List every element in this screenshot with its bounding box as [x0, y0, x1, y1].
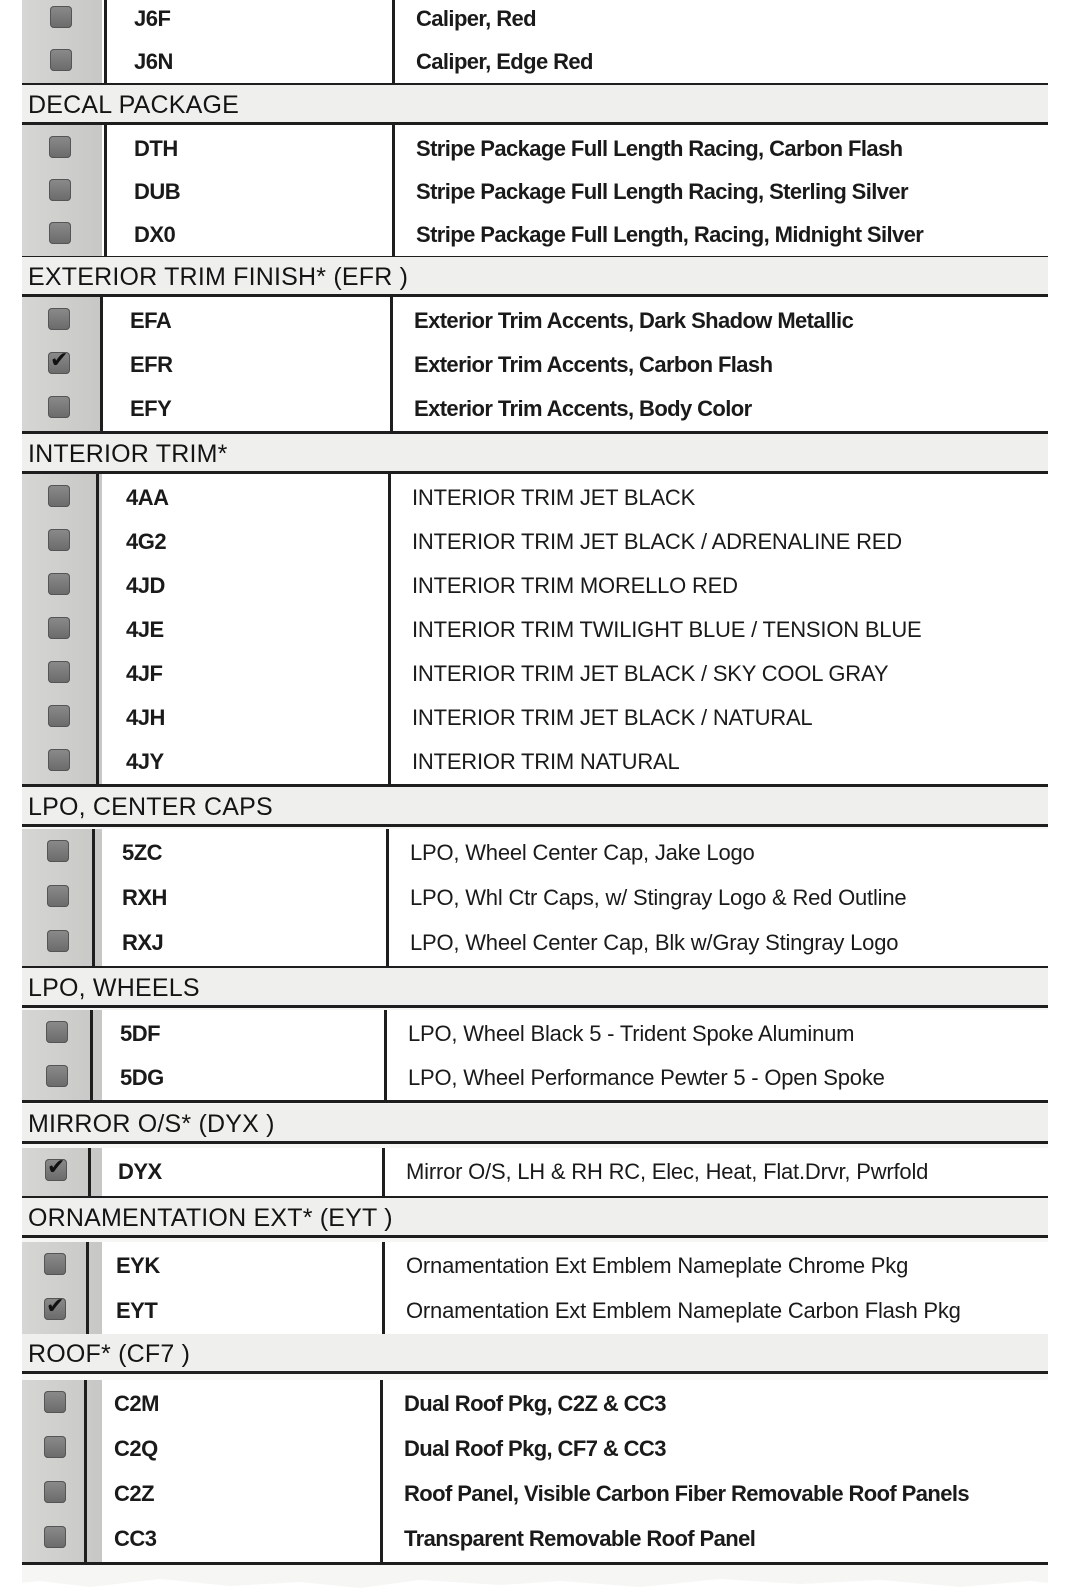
option-checkbox[interactable] — [44, 1253, 66, 1275]
option-checkbox[interactable] — [44, 1526, 66, 1548]
option-description: Roof Panel, Visible Carbon Fiber Removable Roof Panels — [404, 1481, 969, 1506]
option-description: Stripe Package Full Length Racing, Carbon Flash — [416, 136, 903, 161]
option-checkbox[interactable] — [46, 1021, 68, 1043]
option-code: 4JF — [126, 661, 163, 686]
option-checkbox[interactable] — [48, 308, 70, 330]
option-code: 5DG — [120, 1065, 164, 1090]
option-row-j6n — [22, 40, 1048, 84]
option-checkbox[interactable] — [48, 573, 70, 595]
option-row-c2q — [22, 1427, 1048, 1471]
option-code: RXJ — [122, 930, 164, 955]
option-checkbox[interactable] — [48, 352, 70, 374]
option-row-eyk — [22, 1244, 1048, 1288]
option-code: EFY — [130, 396, 172, 421]
option-row-rxj — [22, 921, 1048, 965]
option-checkbox[interactable] — [46, 1065, 68, 1087]
option-description: Exterior Trim Accents, Dark Shadow Metallic — [414, 308, 854, 333]
option-description: LPO, Wheel Black 5 - Trident Spoke Aluminum — [408, 1021, 855, 1046]
option-description: INTERIOR TRIM JET BLACK — [412, 485, 696, 510]
option-checkbox[interactable] — [47, 930, 69, 952]
option-row-4g2 — [22, 520, 1048, 564]
option-row-4je — [22, 608, 1048, 652]
option-checkbox[interactable] — [49, 179, 71, 201]
option-description: Mirror O/S, LH & RH RC, Elec, Heat, Flat.Drvr, Pwrfold — [406, 1159, 929, 1184]
section-header-ornamentation-ext: ORNAMENTATION EXT* (EYT ) — [22, 1198, 1048, 1238]
option-row-rxh — [22, 876, 1048, 920]
option-row-4aa — [22, 476, 1048, 520]
option-code: 4G2 — [126, 529, 167, 554]
option-code: CC3 — [114, 1526, 157, 1551]
option-description: Stripe Package Full Length Racing, Sterling Silver — [416, 179, 909, 204]
option-description: INTERIOR TRIM JET BLACK / NATURAL — [412, 705, 813, 730]
option-row-5zc — [22, 831, 1048, 875]
option-code: 5DF — [120, 1021, 161, 1046]
section-body-lpo-center-caps — [22, 829, 1048, 968]
option-description: Ornamentation Ext Emblem Nameplate Carbon Flash Pkg — [406, 1298, 961, 1323]
option-row-efr — [22, 343, 1048, 387]
option-code: C2M — [114, 1391, 159, 1416]
option-code: EFR — [130, 352, 173, 377]
option-description: Ornamentation Ext Emblem Nameplate Chrome Pkg — [406, 1253, 909, 1278]
option-row-5dg — [22, 1056, 1048, 1100]
option-code: DUB — [134, 179, 181, 204]
option-checkbox[interactable] — [44, 1298, 66, 1320]
option-description: Exterior Trim Accents, Carbon Flash — [414, 352, 773, 377]
option-checkbox[interactable] — [47, 840, 69, 862]
option-code: C2Q — [114, 1436, 158, 1461]
option-code: EYK — [116, 1253, 160, 1278]
section-body-decal-package — [22, 125, 1048, 258]
option-code: DTH — [134, 136, 178, 161]
option-description: INTERIOR TRIM JET BLACK / SKY COOL GRAY — [412, 661, 889, 686]
option-checkbox[interactable] — [50, 49, 72, 71]
option-checkbox[interactable] — [48, 529, 70, 551]
option-description: INTERIOR TRIM JET BLACK / ADRENALINE RED — [412, 529, 902, 554]
option-description: Caliper, Red — [416, 6, 536, 31]
section-body-caliper — [22, 0, 1048, 85]
option-code: J6N — [134, 49, 173, 74]
section-header-roof: ROOF* (CF7 ) — [22, 1334, 1048, 1374]
option-code: 4JY — [126, 749, 164, 774]
option-description: Caliper, Edge Red — [416, 49, 593, 74]
section-body-lpo-wheels — [22, 1010, 1048, 1102]
option-description: INTERIOR TRIM MORELLO RED — [412, 573, 738, 598]
option-code: 4JD — [126, 573, 165, 598]
option-code: DYX — [118, 1159, 162, 1184]
section-header-exterior-trim-finish: EXTERIOR TRIM FINISH* (EFR ) — [22, 257, 1048, 297]
option-checkbox[interactable] — [48, 705, 70, 727]
option-description: Transparent Removable Roof Panel — [404, 1526, 756, 1551]
option-checkbox[interactable] — [48, 396, 70, 418]
option-checkbox[interactable] — [49, 222, 71, 244]
section-header-interior-trim: INTERIOR TRIM* — [22, 434, 1048, 474]
option-description: INTERIOR TRIM NATURAL — [412, 749, 680, 774]
torn-edge — [0, 1575, 1066, 1593]
option-code: 5ZC — [122, 840, 163, 865]
option-row-efy — [22, 387, 1048, 431]
option-checkbox[interactable] — [44, 1436, 66, 1458]
option-checkbox[interactable] — [48, 617, 70, 639]
option-row-dub — [22, 170, 1048, 214]
option-row-4jf — [22, 652, 1048, 696]
option-code: EFA — [130, 308, 172, 333]
option-row-cc3 — [22, 1517, 1048, 1561]
option-row-4jy — [22, 740, 1048, 784]
option-checkbox[interactable] — [48, 485, 70, 507]
option-code: EYT — [116, 1298, 158, 1323]
option-row-5df — [22, 1012, 1048, 1056]
section-bottom-rule — [22, 1562, 1048, 1565]
option-description: LPO, Whl Ctr Caps, w/ Stingray Logo & Red Outline — [410, 885, 907, 910]
option-code: 4AA — [126, 485, 169, 510]
option-code: RXH — [122, 885, 167, 910]
option-row-dth — [22, 127, 1048, 171]
option-description: Exterior Trim Accents, Body Color — [414, 396, 752, 421]
option-row-eyt — [22, 1289, 1048, 1333]
section-body-mirror-os — [22, 1148, 1048, 1198]
option-code: 4JE — [126, 617, 164, 642]
option-checkbox[interactable] — [48, 661, 70, 683]
option-checkbox[interactable] — [44, 1391, 66, 1413]
option-checkbox[interactable] — [48, 749, 70, 771]
option-row-4jh — [22, 696, 1048, 740]
option-description: Dual Roof Pkg, CF7 & CC3 — [404, 1436, 666, 1461]
option-code: C2Z — [114, 1481, 155, 1506]
option-description: Stripe Package Full Length, Racing, Midnight Silver — [416, 222, 924, 247]
section-body-interior-trim — [22, 474, 1048, 786]
section-header-lpo-wheels: LPO, WHEELS — [22, 968, 1048, 1008]
section-header-lpo-center-caps: LPO, CENTER CAPS — [22, 787, 1048, 827]
section-body-ornamentation-ext — [22, 1242, 1048, 1336]
section-header-decal-package: DECAL PACKAGE — [22, 85, 1048, 125]
option-description: INTERIOR TRIM TWILIGHT BLUE / TENSION BLUE — [412, 617, 922, 642]
option-checkbox[interactable] — [47, 885, 69, 907]
section-body-exterior-trim-finish — [22, 297, 1048, 433]
option-checkbox[interactable] — [44, 1481, 66, 1503]
option-row-c2z — [22, 1472, 1048, 1516]
option-checkbox[interactable] — [49, 136, 71, 158]
option-row-dyx — [22, 1150, 1048, 1194]
option-code: 4JH — [126, 705, 165, 730]
option-row-c2m — [22, 1382, 1048, 1426]
option-row-dx0 — [22, 213, 1048, 257]
option-checkbox[interactable] — [50, 6, 72, 28]
section-bottom-rule — [22, 1100, 1048, 1103]
option-row-efa — [22, 299, 1048, 343]
option-sheet — [22, 0, 1048, 1593]
option-code: J6F — [134, 6, 171, 31]
section-body-roof — [22, 1380, 1048, 1564]
section-header-mirror-os: MIRROR O/S* (DYX ) — [22, 1104, 1048, 1144]
option-row-4jd — [22, 564, 1048, 608]
option-description: LPO, Wheel Center Cap, Blk w/Gray Stingray Logo — [410, 930, 899, 955]
option-description: LPO, Wheel Performance Pewter 5 - Open Spoke — [408, 1065, 885, 1090]
option-row-j6f — [22, 0, 1048, 41]
option-description: Dual Roof Pkg, C2Z & CC3 — [404, 1391, 666, 1416]
option-checkbox[interactable] — [45, 1159, 67, 1181]
option-code: DX0 — [134, 222, 176, 247]
option-description: LPO, Wheel Center Cap, Jake Logo — [410, 840, 755, 865]
